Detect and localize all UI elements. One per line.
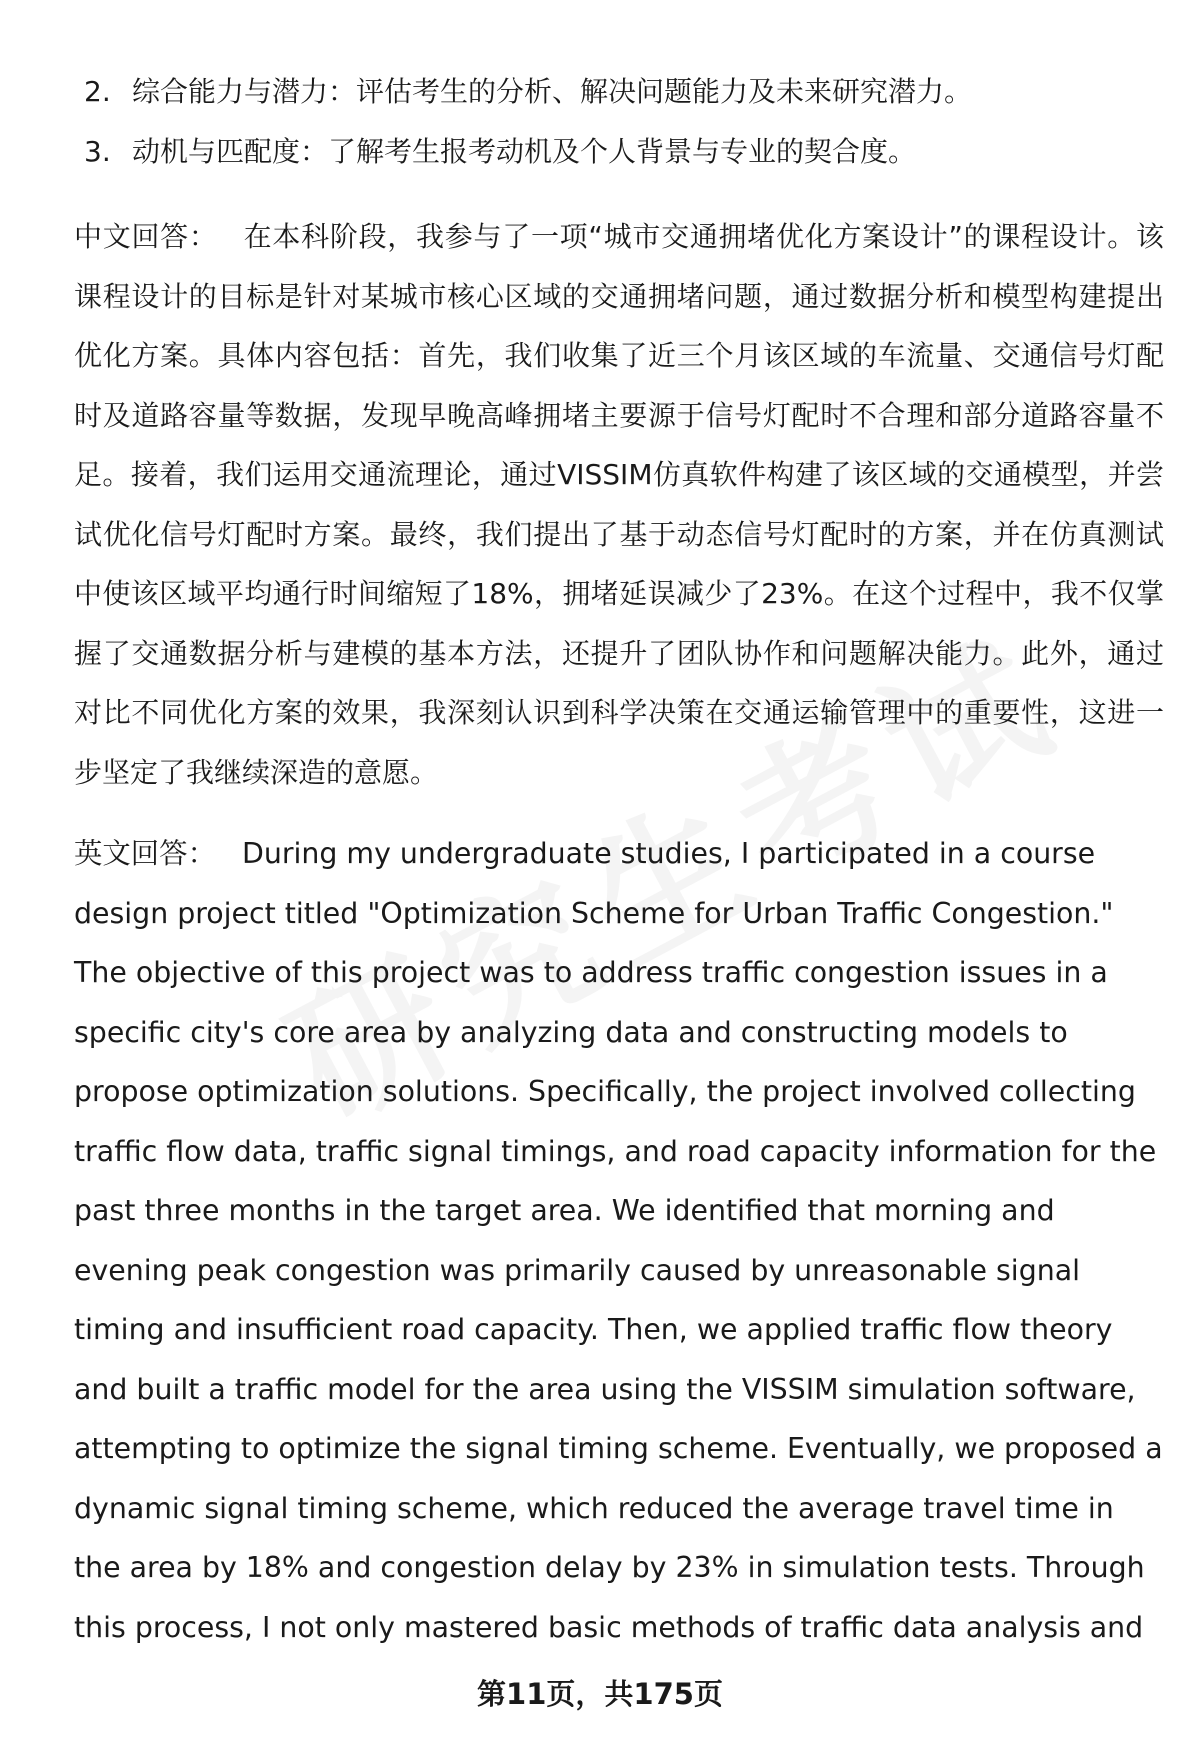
page-content [74, 62, 1164, 1657]
criteria-list [74, 62, 1164, 182]
chinese-answer-text: 在本科阶段，我参与了一项“城市交通拥堵优化方案设计”的课程设计。该课程设计的目标是针对某城市核心区域的交通拥堵问题，通过数据分析和模型构建提出优化方案。具体内容包括：首先，我们收集了近三个月该区域的车流量、交通信号灯配时及道路容量等数据，发现早晚高峰拥堵主要源于信号灯配时不合理和部分道路容量不足。接着，我们运用交通流理论，通过VISSIM仿真软件构建了该区域的交通模型，并尝试优化信号灯配时方案。最终，我们提出了基于动态信号灯配时的方案，并在仿真测试中使该区域平均通行时间缩短了18%，拥堵延误减少了23%。在这个过程中，我不仅掌握了交通数据分析与建模的基本方法，还提升了团队协作和问题解决能力。此外，通过对比不同优化方案的效果，我深刻认识到科学决策在交通运输管理中的重要性，这进一步坚定了我继续深造的意愿。 [74, 220, 1164, 789]
list-item-text: 动机与匹配度：了解考生报考动机及个人背景与专业的契合度。 [132, 135, 917, 168]
chinese-answer-label: 中文回答： [74, 220, 218, 253]
english-answer-label: 英文回答： [74, 837, 216, 870]
list-item-number: 3. [84, 135, 111, 168]
page-number-footer: 第11页，共175页 [477, 1677, 723, 1711]
english-answer-text: During my undergraduate studies, I participated in a course design project titled "Optimization Scheme for Urban Traffic Congestion." The objective of this project was to address traffic congestion issues in a specific city's core area by analyzing data and constructing models to propose optimization solutions. Specifically, the project involved collecting traffic flow data, traffic signal timings, and road capacity information for the past three months in the target area. We identified that morning and evening peak congestion was primarily caused by unreasonable signal timing and insufficient road capacity. Then, we applied traffic flow theory and built a traffic model for the area using the VISSIM simulation software, attempting to optimize the signal timing scheme. Eventually, we proposed a dynamic signal timing scheme, which reduced the average travel time in the area by 18% and congestion delay by 23% in simulation tests. Through this process, I not only mastered basic methods of traffic data analysis and [74, 837, 1163, 1644]
english-answer-paragraph [74, 824, 1164, 1657]
list-item [74, 122, 1164, 182]
list-item-text: 综合能力与潜力：评估考生的分析、解决问题能力及未来研究潜力。 [132, 75, 973, 108]
list-item [74, 62, 1164, 122]
list-item-number: 2. [84, 75, 111, 108]
chinese-answer-paragraph [74, 207, 1164, 802]
